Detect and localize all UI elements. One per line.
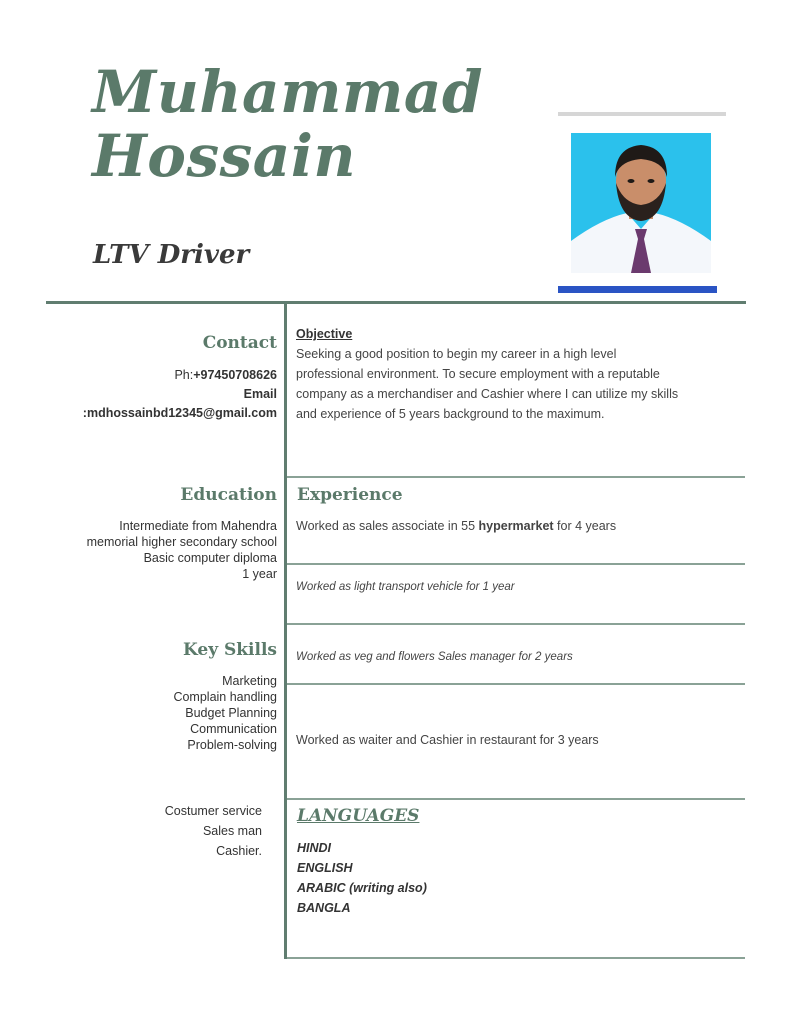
photo-bottom-bar xyxy=(558,286,717,293)
language-item: BANGLA xyxy=(297,901,351,915)
section-divider xyxy=(287,563,745,565)
section-divider xyxy=(287,798,745,800)
language-item: HINDI xyxy=(297,841,332,855)
section-divider xyxy=(287,683,745,685)
skill-extra-item: Cashier. xyxy=(216,844,262,858)
column-divider xyxy=(284,303,287,959)
skill-extra-item: Sales man xyxy=(202,824,262,838)
experience-item: Worked as light transport vehicle for 1 year xyxy=(296,581,515,593)
job-title: LTV Driver xyxy=(93,240,250,270)
section-divider xyxy=(287,476,745,478)
last-name: Hossain xyxy=(92,122,357,190)
section-divider xyxy=(287,957,745,959)
email-label: Email xyxy=(243,387,277,401)
objective-line: professional environment. To secure employment with a reputable xyxy=(296,367,660,381)
education-line: 1 year xyxy=(242,567,277,581)
objective-heading: Objective xyxy=(296,327,353,341)
languages-heading: LANGUAGES xyxy=(297,806,420,826)
contact-heading: Contact xyxy=(202,333,277,353)
skill-extra-item: Costumer service xyxy=(164,804,262,818)
contact-details xyxy=(83,366,277,423)
profile-photo xyxy=(571,133,711,273)
experience-heading: Experience xyxy=(297,485,403,505)
skills-extra-list xyxy=(165,801,262,861)
phone-number: +97450708626 xyxy=(193,368,277,382)
objective-line: Seeking a good position to begin my career in a high level xyxy=(296,347,617,361)
skill-item: Communication xyxy=(190,722,277,736)
education-details xyxy=(87,518,277,582)
skill-item: Marketing xyxy=(222,674,277,688)
phone-line: Ph:+97450708626 xyxy=(174,368,277,382)
objective-line: company as a merchandiser and Cashier where I can utilize my skills xyxy=(296,387,679,401)
skill-item: Problem-solving xyxy=(187,738,277,752)
objective-line: and experience of 5 years background to the maximum. xyxy=(296,407,605,421)
education-line: Basic computer diploma xyxy=(143,551,277,565)
experience-item: Worked as veg and flowers Sales manager for 2 years xyxy=(296,651,573,663)
skills-heading: Key Skills xyxy=(182,640,277,660)
language-list xyxy=(297,838,427,918)
education-heading: Education xyxy=(180,485,277,505)
skill-item: Complain handling xyxy=(173,690,277,704)
email-address: :mdhossainbd12345@gmail.com xyxy=(82,406,277,420)
experience-item: Worked as sales associate in 55 hypermarket for 4 years xyxy=(296,519,617,533)
experience-item: Worked as waiter and Cashier in restaurant for 3 years xyxy=(296,733,599,747)
objective-text xyxy=(296,344,736,424)
language-item: ARABIC (writing also) xyxy=(297,881,427,895)
skills-list xyxy=(173,673,277,753)
photo-top-line xyxy=(558,112,726,116)
skill-item: Budget Planning xyxy=(185,706,277,720)
section-divider xyxy=(287,623,745,625)
header-divider xyxy=(46,301,746,304)
candidate-name xyxy=(92,60,483,188)
first-name: Muhammad xyxy=(92,58,483,126)
education-line: Intermediate from Mahendra xyxy=(119,519,277,533)
education-line: memorial higher secondary school xyxy=(86,535,277,549)
language-item: ENGLISH xyxy=(297,861,353,875)
